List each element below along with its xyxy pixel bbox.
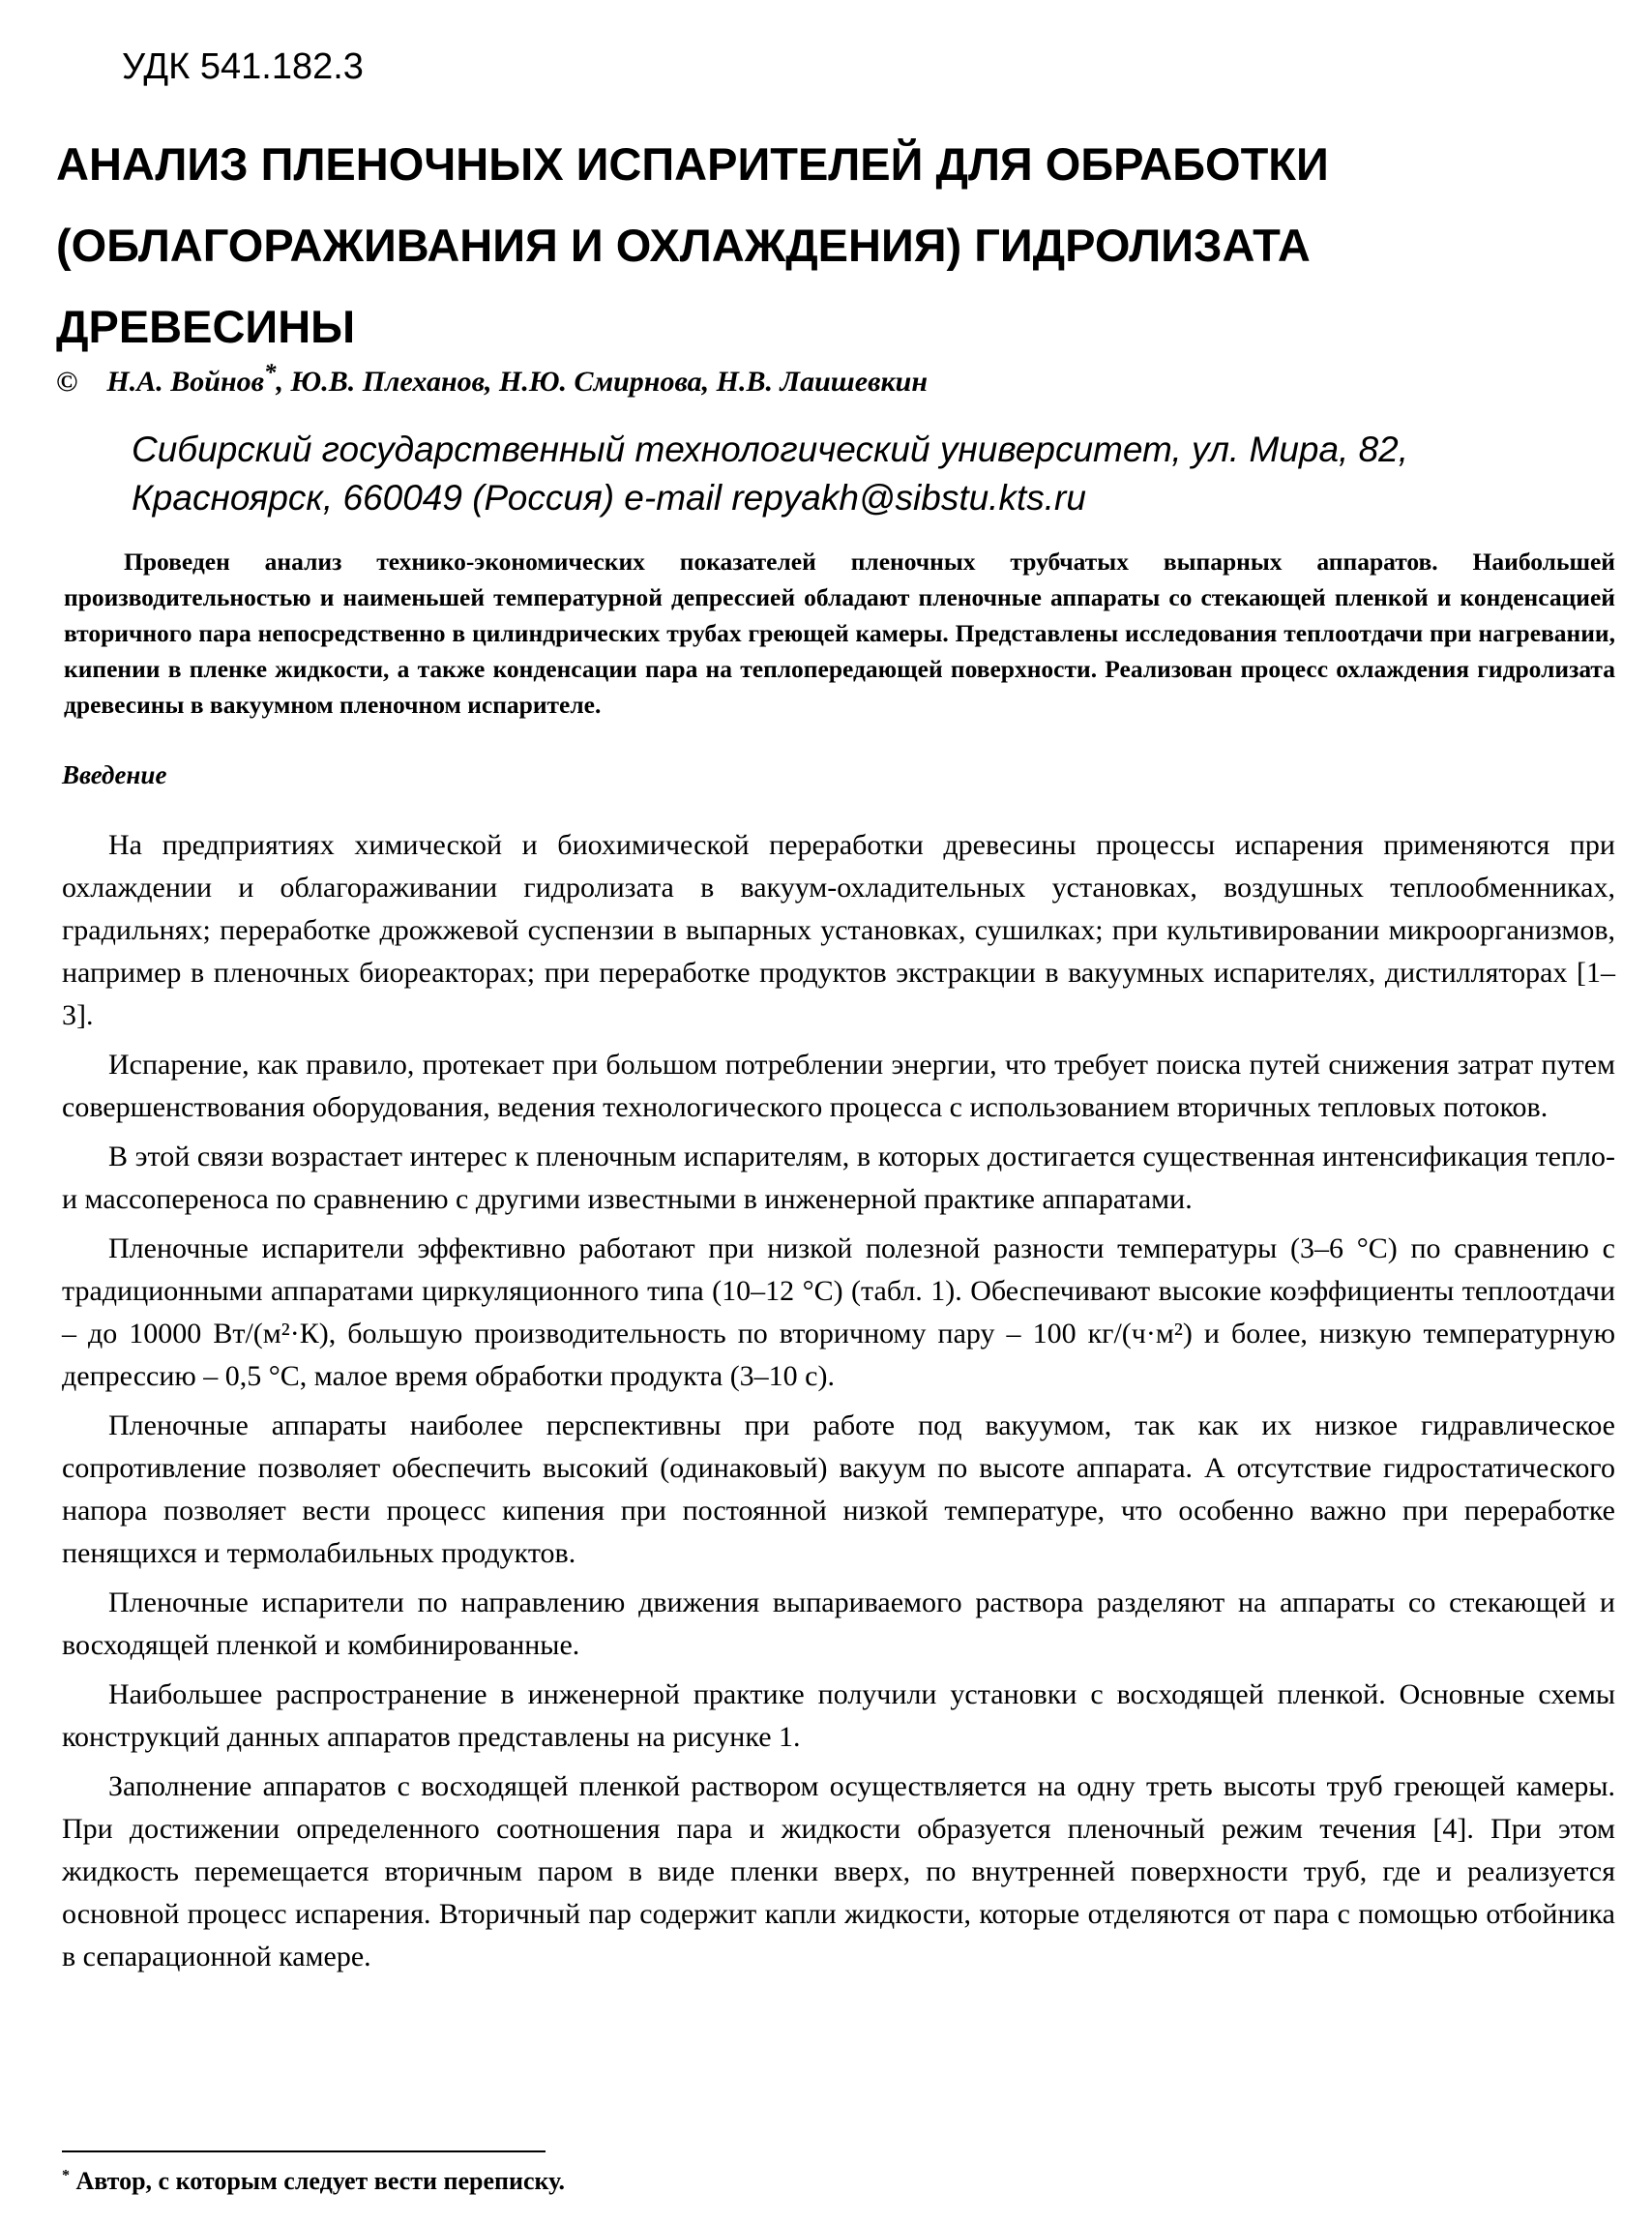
co-authors: , Ю.В. Плеханов, Н.Ю. Смирнова, Н.В. Лаишевкин bbox=[276, 366, 929, 398]
footnote bbox=[62, 2167, 565, 2196]
footnote-text: Автор, с которым следует вести переписку. bbox=[70, 2167, 566, 2195]
affiliation-line-1: Сибирский государственный технологический университет, ул. Мира, 82, bbox=[132, 430, 1409, 469]
paragraph: На предприятиях химической и биохимической переработки древесины процессы испарения применяются при охлаждении и облагораживании гидролизата в вакуум-охладительных установках, воздушных теплообменниках, градильнях; переработке дрожжевой суспензии в выпарных установках, сушилках; при культивировании микроорганизмов, например в пленочных биореакторах; при переработке продуктов экстракции в вакуумных испарителях, дистилляторах [1–3]. bbox=[62, 829, 1615, 1031]
paragraph: Пленочные испарители эффективно работают при низкой полезной разности температуры (3–6 °С) по сравнению с традиционными аппаратами циркуляционного типа (10–12 °С) (табл. 1). Обеспечивают высокие коэффициенты теплоотдачи – до 10000 Вт/(м²·К), большую производительность по вторичному пару – 100 кг/(ч·м²) и более, низкую температурную депрессию – 0,5 °С, малое время обработки продукта (3–10 с). bbox=[62, 1232, 1615, 1392]
body-text bbox=[62, 824, 1615, 1985]
paragraph: В этой связи возрастает интерес к пленочным испарителям, в которых достигается существенная интенсификация тепло- и массопереноса по сравнению с другими известными в инженерной практике аппаратами. bbox=[62, 1141, 1615, 1215]
paragraph: Пленочные аппараты наиболее перспективны при работе под вакуумом, так как их низкое гидравлическое сопротивление позволяет обеспечить высокий (одинаковый) вакуум по высоте аппарата. А отсутствие гидростатического напора позволяет вести процесс кипения при постоянной низкой температуре, что особенно важно при переработке пенящихся и термолабильных продуктов. bbox=[62, 1409, 1615, 1569]
paragraph: Испарение, как правило, протекает при большом потреблении энергии, что требует поиска путей снижения затрат путем совершенствования оборудования, ведения технологического процесса с использованием вторичных тепловых потоков. bbox=[62, 1049, 1615, 1123]
title-line-1: АНАЛИЗ ПЛЕНОЧНЫХ ИСПАРИТЕЛЕЙ ДЛЯ ОБРАБОТКИ bbox=[56, 138, 1329, 190]
corresponding-author: Н.А. Войнов bbox=[106, 366, 265, 398]
authors-line bbox=[56, 360, 928, 399]
corresponding-author-mark: * bbox=[264, 360, 277, 386]
footnote-mark: * bbox=[62, 2167, 70, 2184]
title-line-2: (ОБЛАГОРАЖИВАНИЯ И ОХЛАЖДЕНИЯ) ГИДРОЛИЗАТА ДРЕВЕСИНЫ bbox=[56, 220, 1311, 352]
article-title bbox=[56, 124, 1604, 368]
paragraph: Пленочные испарители по направлению движения выпариваемого раствора разделяют на аппараты со стекающей и восходящей пленкой и комбинированные. bbox=[62, 1586, 1615, 1661]
abstract: Проведен анализ технико-экономических показателей пленочных трубчатых выпарных аппаратов. Наибольшей производительностью и наименьшей температурной депрессией обладают пленочные аппараты со стекающей пленкой и конденсацией вторичного пара непосредственно в цилиндрических трубах греющей камеры. Представлены исследования теплоотдачи при нагревании, кипении в пленке жидкости, а также конденсации пара на теплопередающей поверхности. Реализован процесс охлаждения гидролизата древесины в вакуумном пленочном испарителе. bbox=[64, 548, 1615, 719]
paragraph: Заполнение аппаратов с восходящей пленкой раствором осуществляется на одну треть высоты труб греющей камеры. При достижении определенного соотношения пара и жидкости образуется пленочный режим течения [4]. При этом жидкость перемещается вторичным паром в виде пленки вверх, по внутренней поверхности труб, где и реализуется основной процесс испарения. Вторичный пар содержит капли жидкости, которые отделяются от пара с помощью отбойника в сепарационной камере. bbox=[62, 1770, 1615, 1972]
section-heading-introduction: Введение bbox=[62, 760, 167, 789]
paragraph: Наибольшее распространение в инженерной практике получили установки с восходящей пленкой. Основные схемы конструкций данных аппаратов представлены на рисунке 1. bbox=[62, 1678, 1615, 1753]
udk-code: УДК 541.182.3 bbox=[122, 46, 364, 87]
affiliation bbox=[132, 426, 1534, 522]
copyright-symbol: © bbox=[56, 366, 78, 398]
affiliation-line-2: Красноярск, 660049 (Россия) e-mail repyakh@sibstu.kts.ru bbox=[132, 478, 1086, 518]
footnote-divider bbox=[62, 2150, 546, 2152]
